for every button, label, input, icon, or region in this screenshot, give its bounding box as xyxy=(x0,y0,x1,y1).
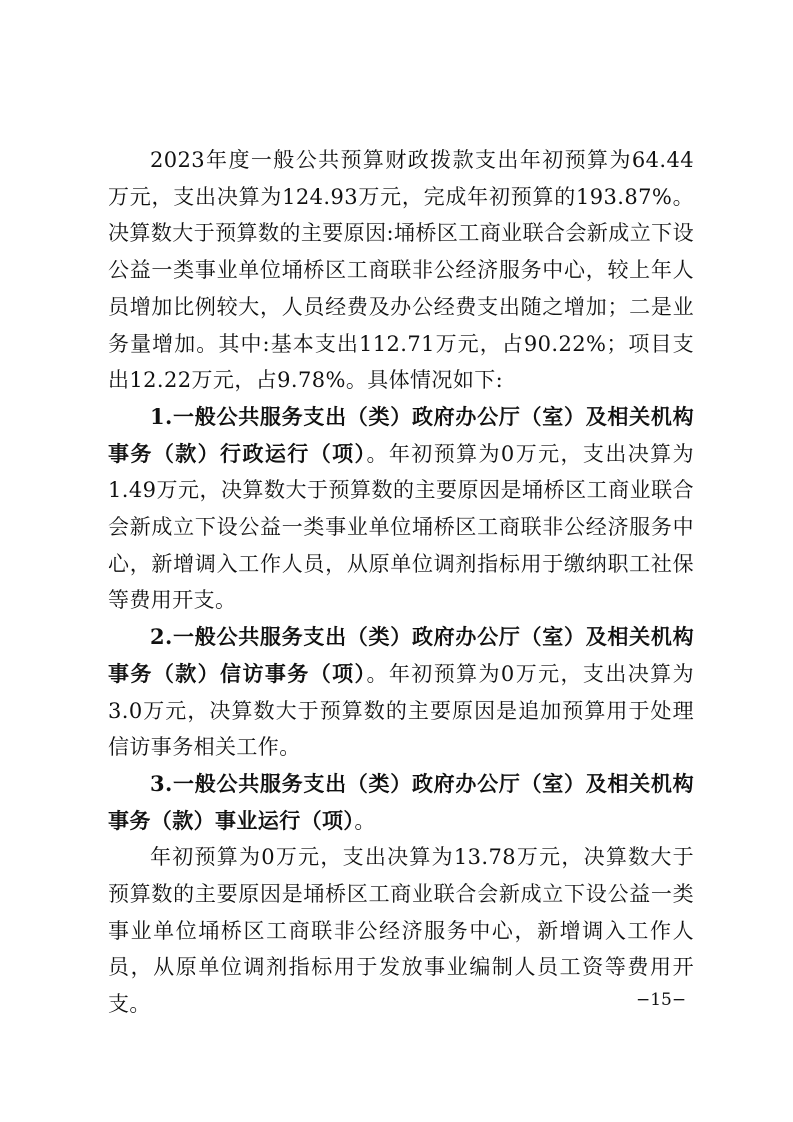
paragraph-item-3 xyxy=(108,766,694,839)
paragraph-text: 。 xyxy=(354,808,376,833)
page-number: −15− xyxy=(636,990,687,1010)
document-body xyxy=(108,142,694,1023)
paragraph-heading: 2.一般公共服务支出（类）政府办公厅（室）及相关机构事务（款）信访事务（项） xyxy=(108,624,694,686)
paragraph-heading: 1.一般公共服务支出（类）政府办公厅（室）及相关机构事务（款）行政运行（项） xyxy=(108,403,694,466)
paragraph-text: 。年初预算为0万元，支出决算为1.49万元，决算数大于预算数的主要原因是埇桥区工商业联合会新成立下设公益一类事业单位埇桥区工商联非公经济服务中心，新增调入工作人员，从原单位调剂指标用于缴纳职工社保等费用开支。 xyxy=(108,441,694,613)
paragraph-item-1 xyxy=(108,399,694,619)
paragraph-text: 2023年度一般公共预算财政拨款支出年初预算为64.44万元，支出决算为124.93万元，完成年初预算的193.87%。决算数大于预算数的主要原因:埇桥区工商业联合会新成立下设公益一类事业单位埇桥区工商联非公经济服务中心，较上年人员增加比例较大，人员经费及办公经费支出随之增加；二是业务量增加。其中:基本支出112.71万元，占90.22%；项目支出12.22万元，占9.78%。具体情况如下: xyxy=(108,148,694,393)
paragraph-item-3-detail xyxy=(108,839,694,1023)
paragraph-item-2 xyxy=(108,619,694,766)
paragraph-budget-summary xyxy=(108,142,694,399)
paragraph-text: 。年初预算为0万元，支出决算为3.0万元，决算数大于预算数的主要原因是追加预算用于处理信访事务相关工作。 xyxy=(108,661,694,760)
paragraph-text: 年初预算为0万元，支出决算为13.78万元，决算数大于预算数的主要原因是埇桥区工商业联合会新成立下设公益一类事业单位埇桥区工商联非公经济服务中心，新增调入工作人员，从原单位调剂指标用于发放事业编制人员工资等费用开支。 xyxy=(108,845,694,1017)
paragraph-heading: 3.一般公共服务支出（类）政府办公厅（室）及相关机构事务（款）事业运行（项） xyxy=(108,770,694,833)
